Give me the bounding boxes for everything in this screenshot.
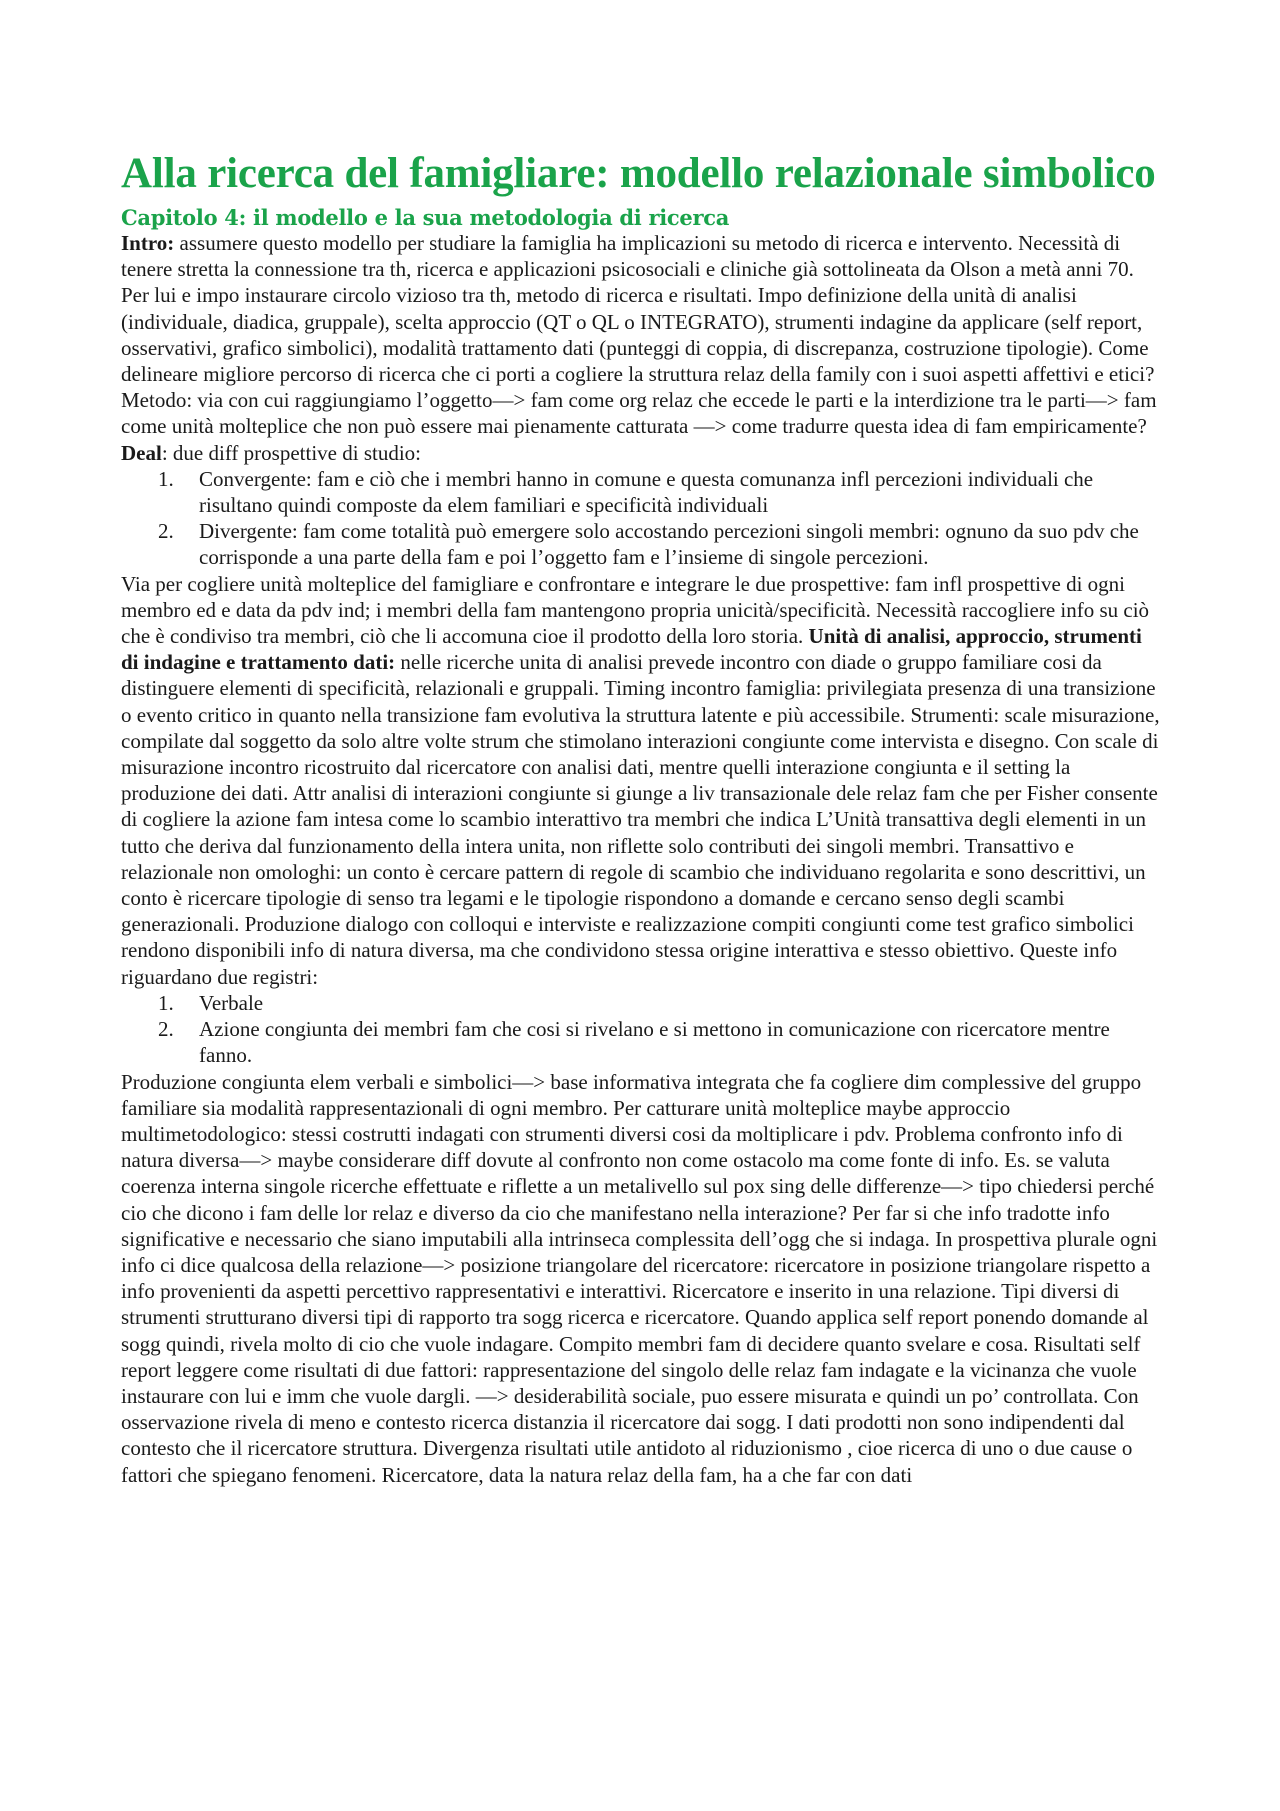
list-item-number: 1. (158, 990, 174, 1015)
chapter-heading: Capitolo 4: il modello e la sua metodologia di ricerca (121, 205, 730, 230)
list-item-number: 1. (158, 466, 174, 491)
perspectives-list (121, 466, 1160, 571)
list-item-number: 2. (158, 1017, 174, 1042)
analysis-label: Unità di analisi, approccio, strumenti di indagine e trattamento dati: (121, 624, 1142, 675)
list-item-text: Divergente: fam come totalità può emergere solo accostando percezioni singoli membri: ognuno da suo pdv che corrisponde a una parte della fam e poi l’oggetto fam e l’insieme di singole percezioni. (199, 519, 1139, 570)
list-item-text: Convergente: fam e ciò che i membri hanno in comune e questa comunanza infl percezioni individuali che risultano quindi composte da elem familiari e specificità individuali (199, 466, 1094, 518)
list-item (121, 990, 1160, 1016)
list-item-text: Verbale (199, 990, 264, 1015)
list-item-number: 2. (158, 519, 174, 544)
list-item (121, 466, 1160, 518)
deal-text: : due diff prospettive di studio: (161, 440, 421, 465)
deal-label: Deal (121, 440, 162, 465)
paragraph-production: Produzione congiunta elem verbali e simbolici—> base informativa integrata che fa cogliere dim complessive del gruppo familiare sia modalità rappresentazionali di ogni membro. Per catturare unità molteplice maybe approccio multimetodologico: stessi costrutti indagati con strumenti diversi cosi da moltiplicare i pdv. Problema confronto info di natura diversa—> maybe considerare diff dovute al confronto non come ostacolo ma come fonte di info. Es. se valuta coerenza interna singole ricerche effettuate e riflette a un metalivello sul pox sing delle differenze—> tipo chiedersi perché cio che dicono i fam delle lor relaz e diverso da cio che manifestano nella interazione? Per far si che info tradotte info significative e necessario che siano imputabili alla intrinseca complessita dell’ogg che si indaga. In prospettiva plurale ogni info ci dice qualcosa della relazione—> posizione triangolare del ricercatore: ricercatore in posizione triangolare rispetto a info provenienti da aspetti percettivo rappresentativi e interattivi. Ricercatore e inserito in una relazione. Tipi diversi di strumenti strutturano diversi tipi di rapporto tra sogg ricerca e ricercatore. Quando applica self report ponendo domande al sogg quindi, rivela molto di cio che vuole indagare. Compito membri fam di decidere quanto svelare e cosa. Risultati self report leggere come risultati di due fattori: rappresentazione del singolo delle relaz fam indagate e la vicinanza che vuole instaurare con lui e imm che vuole dargli. —> desiderabilità sociale, puo essere misurata e quindi un po’ controllata. Con osservazione rivela di meno e contesto ricerca distanzia il ricercatore dai sogg. I dati prodotti non sono indipendenti dal contesto che il ricercatore struttura. Divergenza risultati utile antidoto al riduzionismo , cioe ricerca di uno o due cause o fattori che spiegano fenomeni. Ricercatore, data la natura relaz della fam, ha a che far con dati (121, 1069, 1158, 1487)
paragraph-text: nelle ricerche unita di analisi prevede incontro con diade o gruppo familiare cosi da distinguere elementi di specificità, relazionali e gruppali. Timing incontro famiglia: privilegiata presenza di una transizione o evento critico in quanto nella transizione fam evolutiva la struttura latente e più accessibile. Strumenti: scale misurazione, compilate dal soggetto da solo altre volte strum che stimolano interazioni congiunte come intervista e disegno. Con scale di misurazione incontro ricostruito dal ricercatore con analisi dati, mentre quelli interazione congiunta e il setting la produzione dei dati. Attr analisi di interazioni congiunte si giunge a liv transazionale dele relaz fam che per Fisher consente di cogliere la azione fam intesa come lo scambio interattivo tra membri che indica L’Unità transattiva degli elementi in un tutto che deriva dal funzionamento della intera unita, non riflette solo contributi dei singoli membri. Transattivo e relazionale non omologhi: un conto è cercare pattern di regole di scambio che individuano regolarita e sono descrittivi, un conto è ricercare tipologie di senso tra legami e le tipologie rispondono a domande e cercano senso degli scambi generazionali. Produzione dialogo con colloqui e interviste e realizzazione compiti congiunti come test grafico simbolici rendono disponibili info di natura diversa, ma che condividono stessa origine interattiva e stesso obiettivo. Queste info riguardano due registri: (121, 650, 1160, 989)
intro-label: Intro: (121, 231, 175, 255)
paragraph-text: Via per cogliere unità molteplice del famigliare e confrontare e integrare le due prospettive: fam infl prospettive di ogni membro ed e data da pdv ind; i membri della fam mantengono propria unicità/specificità. Necessità raccogliere info su ciò che è condiviso tra membri, ciò che li accomuna cioe il prodotto della loro storia. (121, 571, 1150, 649)
document-title: Alla ricerca del famigliare: modello relazionale simbolico (121, 150, 1156, 197)
list-item (121, 518, 1160, 570)
registers-list (121, 990, 1160, 1069)
paragraph-analysis (121, 571, 1160, 990)
intro-text: assumere questo modello per studiare la famiglia ha implicazioni su metodo di ricerca e intervento. Necessità di tenere stretta la connessione tra th, ricerca e applicazioni psicosociali e cliniche già sottolineata da Olson a metà anni 70. Per lui e impo instaurare circolo vizioso tra th, metodo di ricerca e risultati. Impo definizione della unità di analisi (individuale, diadica, gruppale), scelta approccio (QT o QL o INTEGRATO), strumenti indagine da applicare (self report, osservativi, grafico simbolici), modalità trattamento dati (punteggi di coppia, di discrepanza, costruzione tipologie). Come delineare migliore percorso di ricerca che ci porti a cogliere la struttura relaz della family con i suoi aspetti affettivi e etici? Metodo: via con cui raggiungiamo l’oggetto—> fam come org relaz che eccede le parti e la interdizione tra le parti—> fam come unità molteplice che non può essere mai pienamente catturata —> come tradurre questa idea di fam empiricamente? (121, 231, 1157, 439)
paragraph-intro (121, 230, 1160, 466)
list-item-text: Azione congiunta dei membri fam che cosi si rivelano e si mettono in comunicazione con ricercatore mentre fanno. (199, 1017, 1110, 1068)
list-item (121, 1016, 1160, 1068)
